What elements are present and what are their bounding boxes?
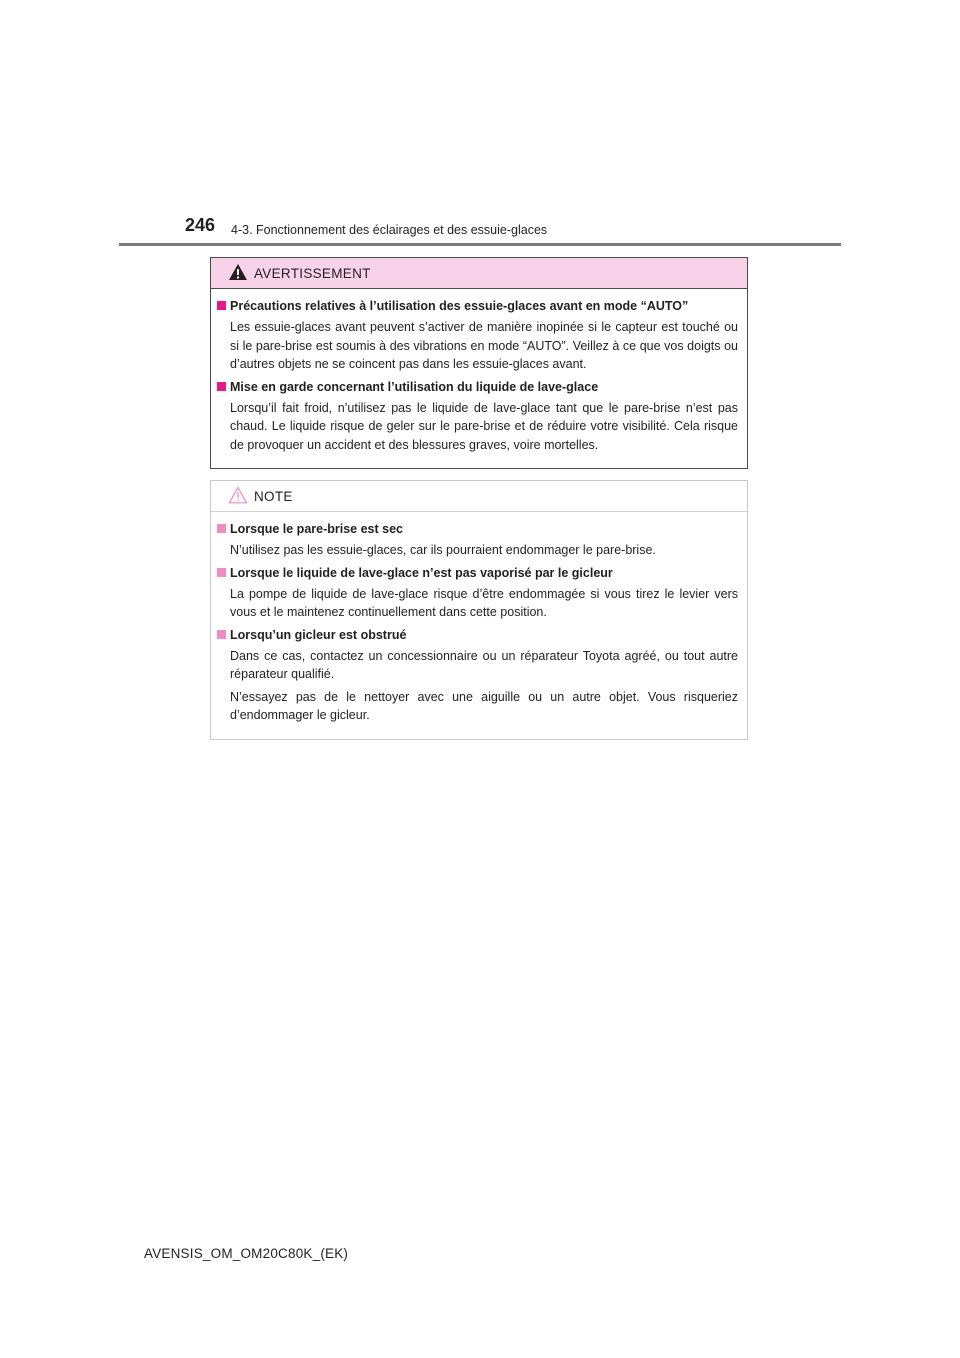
warning-box xyxy=(210,257,748,469)
warning-item-text: Lorsqu’il fait froid, n’utilisez pas le liquide de lave-glace tant que le pare-brise n’est pas chaud. Le liquide risque de geler sur le pare-brise et de réduire votre visibilité. Cela risque de provoquer un accident et des blessures graves, voire mortelles. xyxy=(230,400,738,452)
note-item xyxy=(217,626,738,725)
note-item-text: N’utilisez pas les essuie-glaces, car ils pourraient endommager le pare-brise. xyxy=(230,543,656,557)
page-number: 246 xyxy=(185,215,216,235)
square-bullet-icon xyxy=(217,524,226,533)
note-item-title-text: Lorsqu’un gicleur est obstrué xyxy=(230,627,407,642)
note-body xyxy=(211,512,747,725)
warning-item xyxy=(217,297,738,374)
note-item xyxy=(217,520,738,560)
footer-code: AVENSIS_OM_OM20C80K_(EK) xyxy=(144,1246,349,1261)
note-item xyxy=(217,564,738,622)
note-item-title xyxy=(217,626,738,644)
note-item-text: Dans ce cas, contactez un concessionnaire ou un réparateur Toyota agréé, ou tout autre réparateur qualifié. xyxy=(230,648,738,681)
note-header xyxy=(211,481,747,512)
square-bullet-icon xyxy=(217,568,226,577)
note-item-text: N’essayez pas de le nettoyer avec une aiguille ou un autre objet. Vous risqueriez d’endommager le gicleur. xyxy=(230,689,738,722)
warning-item-title xyxy=(217,378,738,396)
note-box xyxy=(210,480,748,740)
note-item-text: La pompe de liquide de lave-glace risque d’être endommagée si vous tirez le levier vers vous et le maintenez continuellement dans cette position. xyxy=(230,586,738,619)
square-bullet-icon xyxy=(217,630,226,639)
warning-body xyxy=(211,289,747,454)
warning-item-title-text: Précautions relatives à l’utilisation des essuie-glaces avant en mode “AUTO” xyxy=(230,299,689,313)
square-bullet-icon xyxy=(217,382,226,391)
caution-triangle-outline-icon xyxy=(228,486,248,504)
warning-label: AVERTISSEMENT xyxy=(254,266,371,281)
note-item-title xyxy=(217,520,738,538)
header-rule xyxy=(119,243,841,246)
page-header xyxy=(185,214,785,244)
warning-item-text: Les essuie-glaces avant peuvent s’activer de manière inopinée si le capteur est touché ou si le pare-brise est soumis à des vibrations en mode “AUTO”. Veillez à ce que vos doigts ou d’autres objets ne se coincent pas dans les essuie-glaces avant. xyxy=(230,320,738,371)
section-title: 4-3. Fonctionnement des éclairages et des essuie-glaces xyxy=(231,223,548,237)
note-item-title xyxy=(217,564,738,582)
warning-header xyxy=(211,258,747,289)
note-label: NOTE xyxy=(254,489,293,504)
warning-item-title-text: Mise en garde concernant l’utilisation du liquide de lave-glace xyxy=(230,379,599,394)
note-item-title-text: Lorsque le liquide de lave-glace n’est pas vaporisé par le gicleur xyxy=(230,565,613,580)
warning-triangle-icon xyxy=(228,263,248,281)
warning-item xyxy=(217,378,738,455)
square-bullet-icon xyxy=(217,301,226,310)
warning-item-title xyxy=(217,297,738,315)
note-item-title-text: Lorsque le pare-brise est sec xyxy=(230,522,403,536)
